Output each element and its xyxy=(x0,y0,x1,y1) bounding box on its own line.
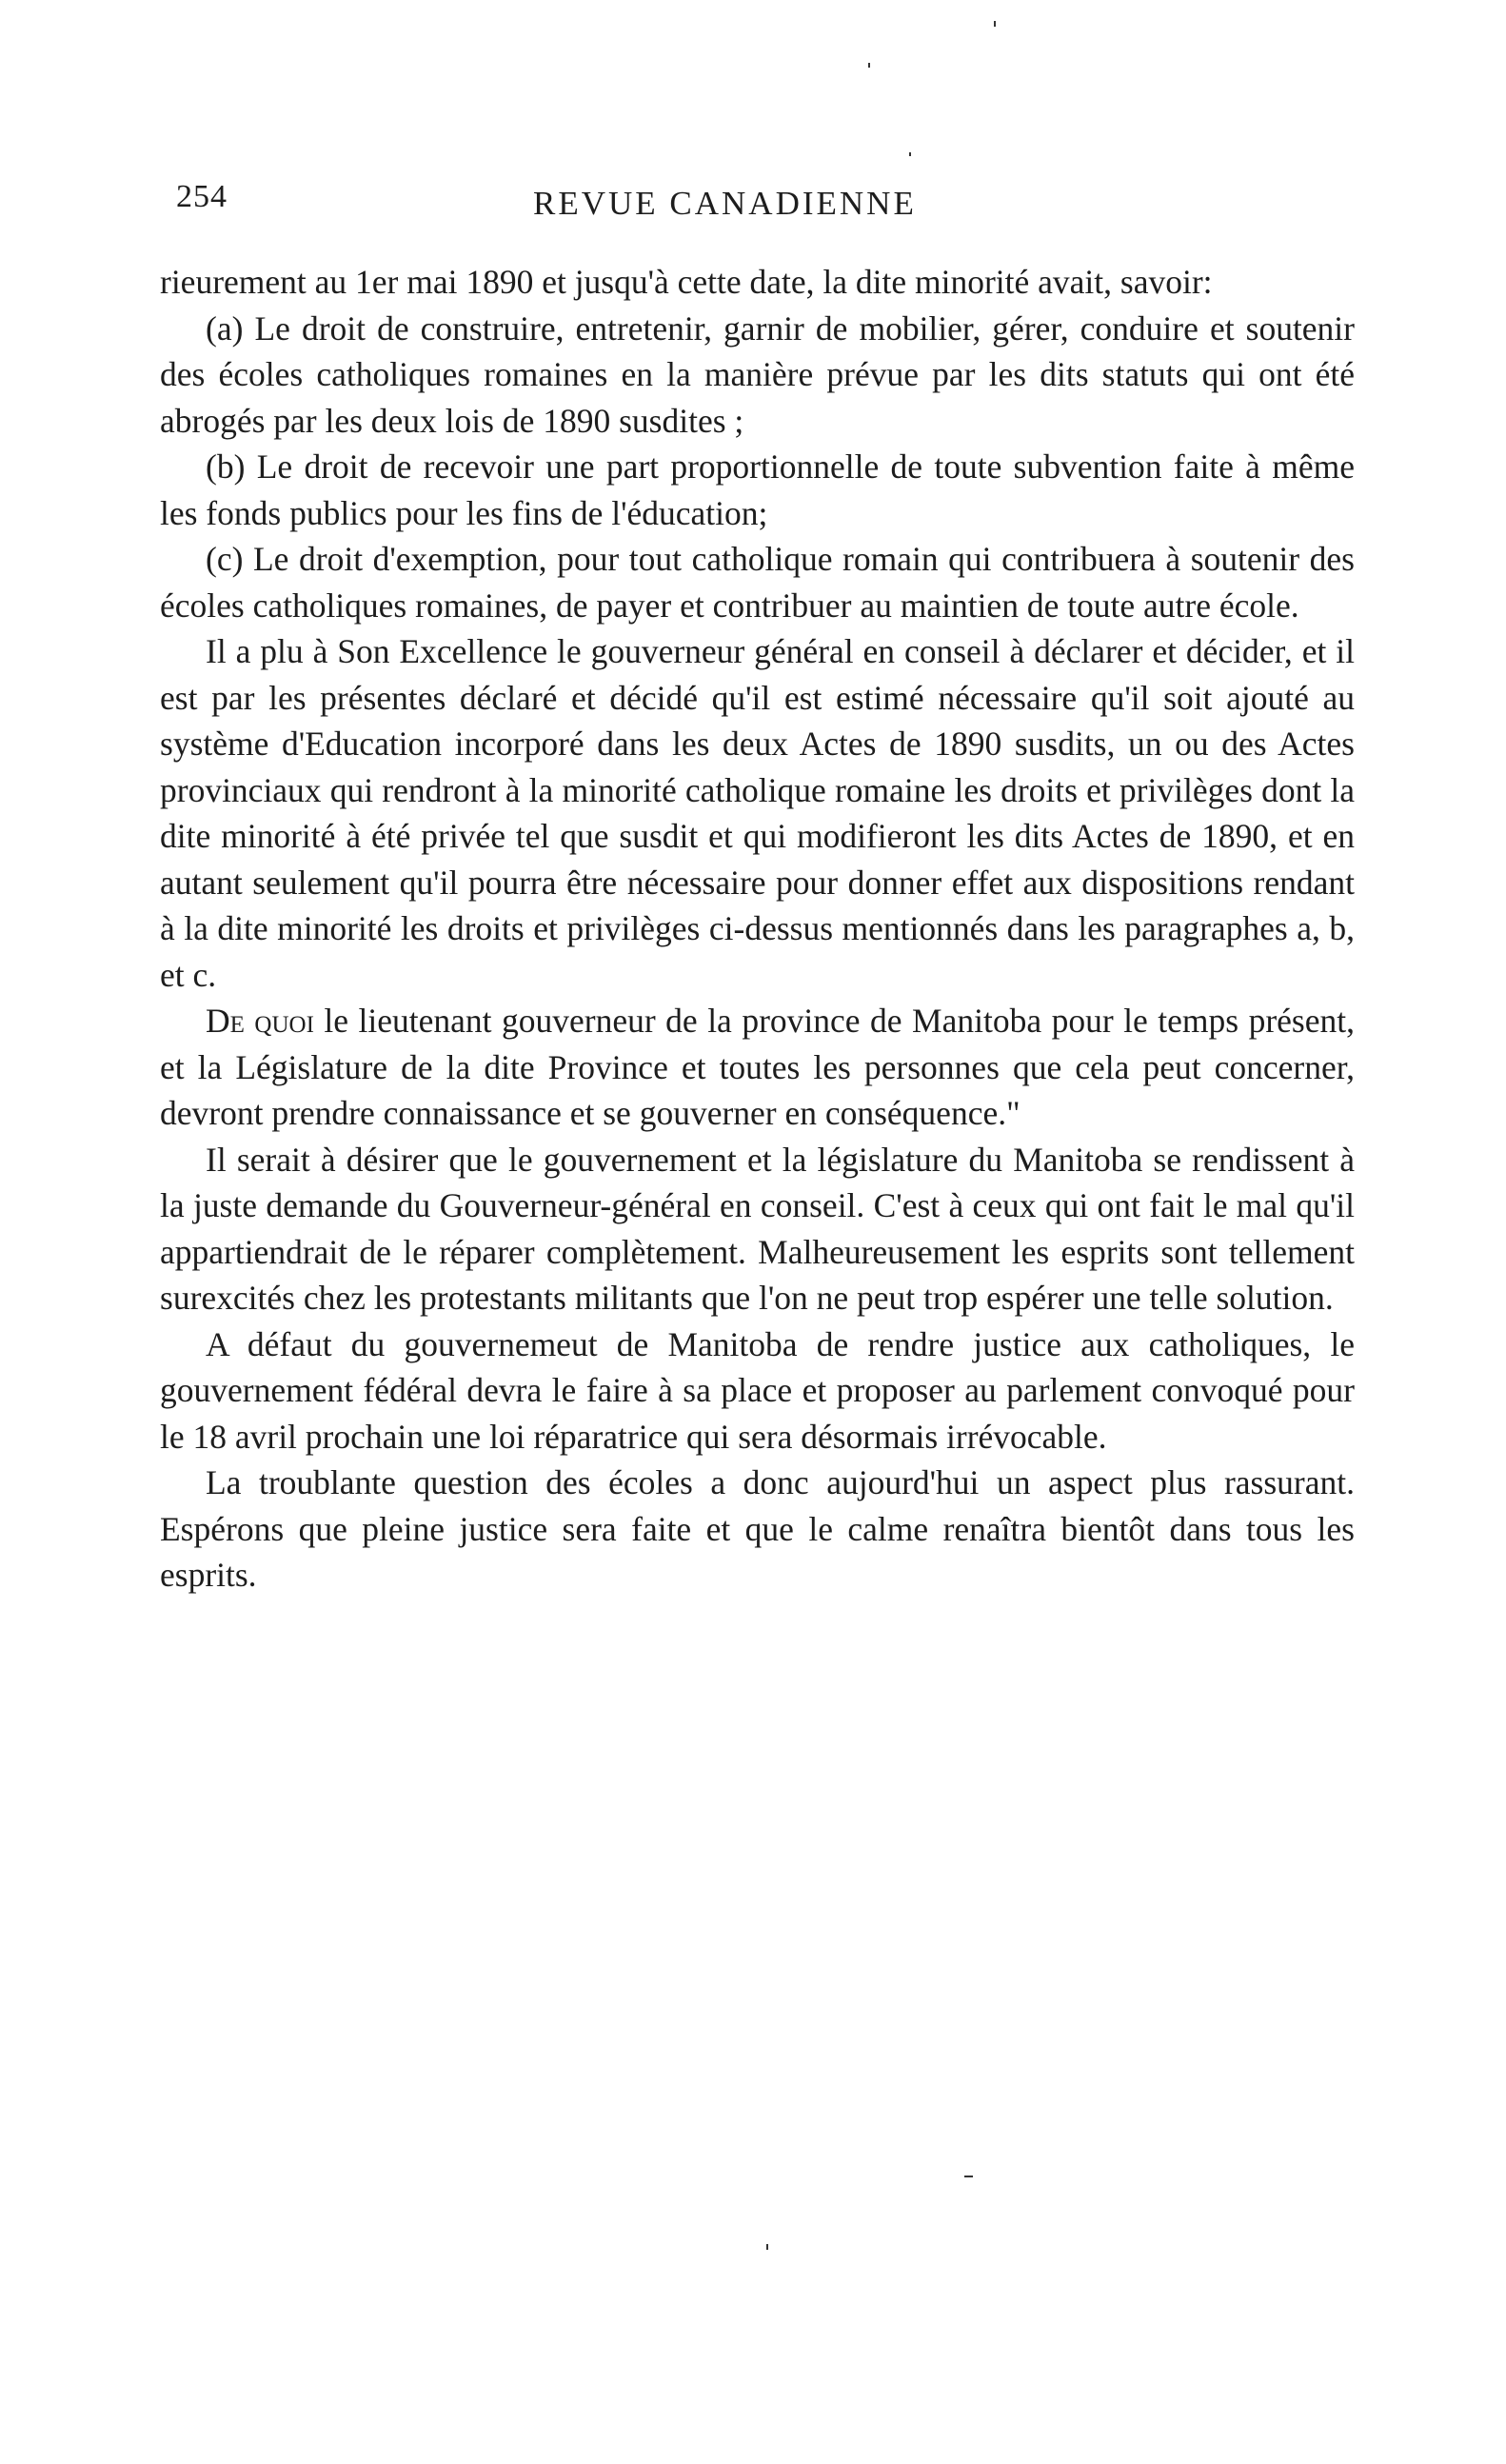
body-text xyxy=(160,259,1355,1599)
scan-speck xyxy=(766,2244,768,2250)
scan-speck xyxy=(994,21,996,27)
paragraph-de-quoi xyxy=(160,998,1355,1137)
paragraph-decision: Il a plu à Son Excellence le gouverneur général en conseil à déclarer et décider, et il est par les présentes déclaré et décidé qu'il est estimé nécessaire qu'il soit ajouté au système d'Education incorporé dans les deux Actes de 1890 susdits, un ou des Actes provinciaux qui rendront à la minorité catholique romaine les droits et privilèges dont la dite minorité à été privée tel que susdit et qui modifieront les dits Actes de 1890, et en autant seulement qu'il pourra être nécessaire pour donner effet aux dispositions rendant à la dite minorité les droits et privilèges ci-dessus mentionnés dans les paragraphes a, b, et c. xyxy=(160,632,1355,994)
paragraph-lead-smallcaps: De quoi xyxy=(206,1002,314,1040)
paragraph-clause-b: (b) Le droit de recevoir une part proportionnelle de toute subvention faite à même les fonds publics pour les fins de l'éducation; xyxy=(160,447,1355,532)
page-header xyxy=(176,179,1347,236)
paragraph-federal: A défaut du gouvernemeut de Manitoba de rendre justice aux catholiques, le gouvernement fédéral devra le faire à sa place et proposer au parlement convoqué pour le 18 avril prochain une loi réparatrice qui sera désormais irrévocable. xyxy=(160,1324,1355,1456)
paragraph-continuation: rieurement au 1er mai 1890 et jusqu'à cette date, la dite minorité avait, savoir: xyxy=(160,263,1213,301)
paragraph-manitoba: Il serait à désirer que le gouvernement et la législature du Manitoba se rendissent à la juste demande du Gouverneur-général en conseil. C'est à ceux qui ont fait le mal qu'il appartiendrait de le réparer complètement. Malheureusement les esprits sont tellement surexcités chez les protestants militants que l'on ne peut trop espérer une telle solution. xyxy=(160,1140,1355,1317)
running-title: REVUE CANADIENNE xyxy=(533,185,917,222)
paragraph-conclusion: La troublante question des écoles a donc aujourd'hui un aspect plus rassurant. Espérons que pleine justice sera faite et que le calme renaîtra bientôt dans tous les esprits. xyxy=(160,1463,1355,1594)
scan-speck xyxy=(909,152,911,156)
scan-dash xyxy=(964,2176,973,2177)
page-number: 254 xyxy=(176,179,228,214)
paragraph-clause-a: (a) Le droit de construire, entretenir, garnir de mobilier, gérer, conduire et soutenir des écoles catholiques romaines en la manière prévue par les dits statuts qui ont été abrogés par les deux lois de 1890 susdites ; xyxy=(160,308,1355,440)
paragraph-clause-c: (c) Le droit d'exemption, pour tout catholique romain qui contribuera à soutenir des écoles catholiques romaines, de payer et contribuer au maintien de toute autre école. xyxy=(160,540,1355,625)
paragraph-rest: le lieutenant gouverneur de la province de Manitoba pour le temps présent, et la Législature de la dite Province et toutes les personnes que cela peut concerner, devront prendre connaissance et se gouverner en conséquence." xyxy=(160,1002,1355,1132)
scan-speck xyxy=(868,63,870,68)
